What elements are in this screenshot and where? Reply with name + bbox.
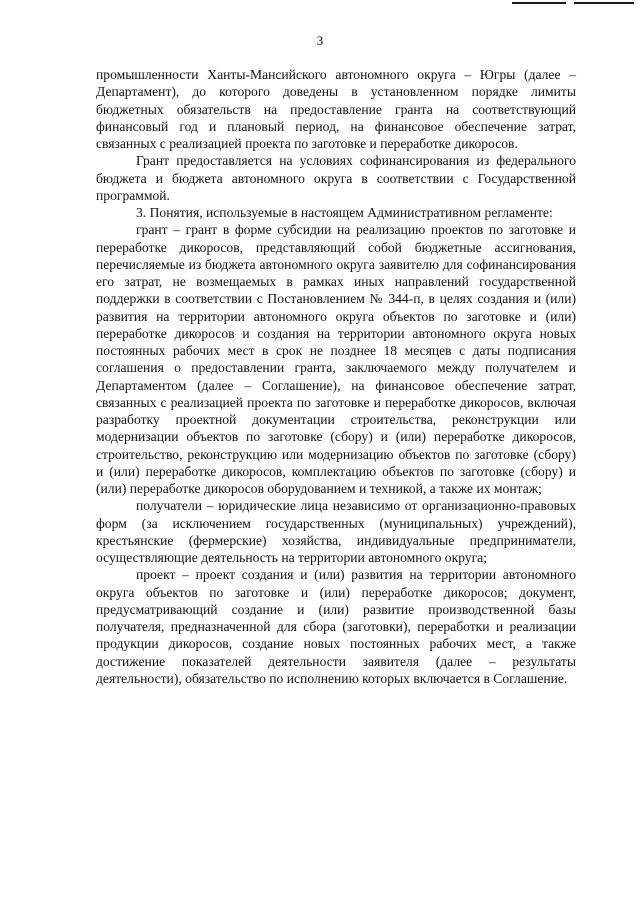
page-number: 3	[316, 33, 324, 48]
document-body	[96, 66, 576, 687]
paragraph-definition-project: проект – проект создания и (или) развития на территории автономного округа объектов по заготовке и (или) переработке дикоросов; документ, предусматривающий создание и (или) развитие производственной базы получателя, предназначенной для сбора (заготовки), переработки и реализации продукции дикоросов, создание новых постоянных рабочих мест, а также достижение показателей деятельности заявителя (далее – результаты деятельности), обязательство по исполнению которых включается в Соглашение.	[96, 567, 576, 686]
paragraph-department-continuation: промышленности Ханты-Мансийского автономного округа – Югры (далее – Департамент), до которого доведены в установленном порядке лимиты бюджетных обязательств на предоставление гранта на соответствующий финансовый год и плановый период, на финансовое обеспечение затрат, связанных с реализацией проекта по заготовке и переработке дикоросов.	[96, 67, 576, 151]
scan-artifact-line	[574, 2, 634, 4]
scan-artifact-line	[512, 2, 566, 4]
paragraph-grant-cofinancing: Грант предоставляется на условиях софинансирования из федерального бюджета и бюджета автономного округа в соответствии с Государственной программой.	[96, 153, 576, 203]
paragraph-definitions-heading: 3. Понятия, используемые в настоящем Административном регламенте:	[136, 205, 553, 220]
paragraph-definition-recipients: получатели – юридические лица независимо от организационно-правовых форм (за исключением государственных (муниципальных) учреждений), крестьянские (фермерские) хозяйства, индивидуальные предприниматели, осуществляющие деятельность на территории автономного округа;	[96, 498, 576, 565]
paragraph-definition-grant: грант – грант в форме субсидии на реализацию проектов по заготовке и переработке дикоросов, представляющий собой бюджетные ассигнования, перечисляемые из бюджета автономного округа заявителю для софинансирования его затрат, не возмещаемых в рамках иных направлений государственной поддержки в соответствии с Постановлением № 344-п, в целях создания и (или) развития на территории автономного округа объектов по заготовке и (или) переработке дикоросов и создания на территории автономного округа новых постоянных рабочих мест в срок не позднее 18 месяцев с даты подписания соглашения о предоставлении гранта, заключаемого между получателем и Департаментом (далее – Соглашение), на финансовое обеспечение затрат, связанных с реализацией проекта по заготовке и переработке дикоросов, включая разработку проектной документации строительства, реконструкции или модернизации объектов по заготовке (сбору) и (или) переработке дикоросов, строительство, реконструкцию или модернизацию объектов по заготовке (сбору) и (или) переработке дикоросов, комплектацию объектов по заготовке (сбору) и (или) переработке дикоросов оборудованием и техникой, а также их монтаж;	[96, 222, 576, 496]
